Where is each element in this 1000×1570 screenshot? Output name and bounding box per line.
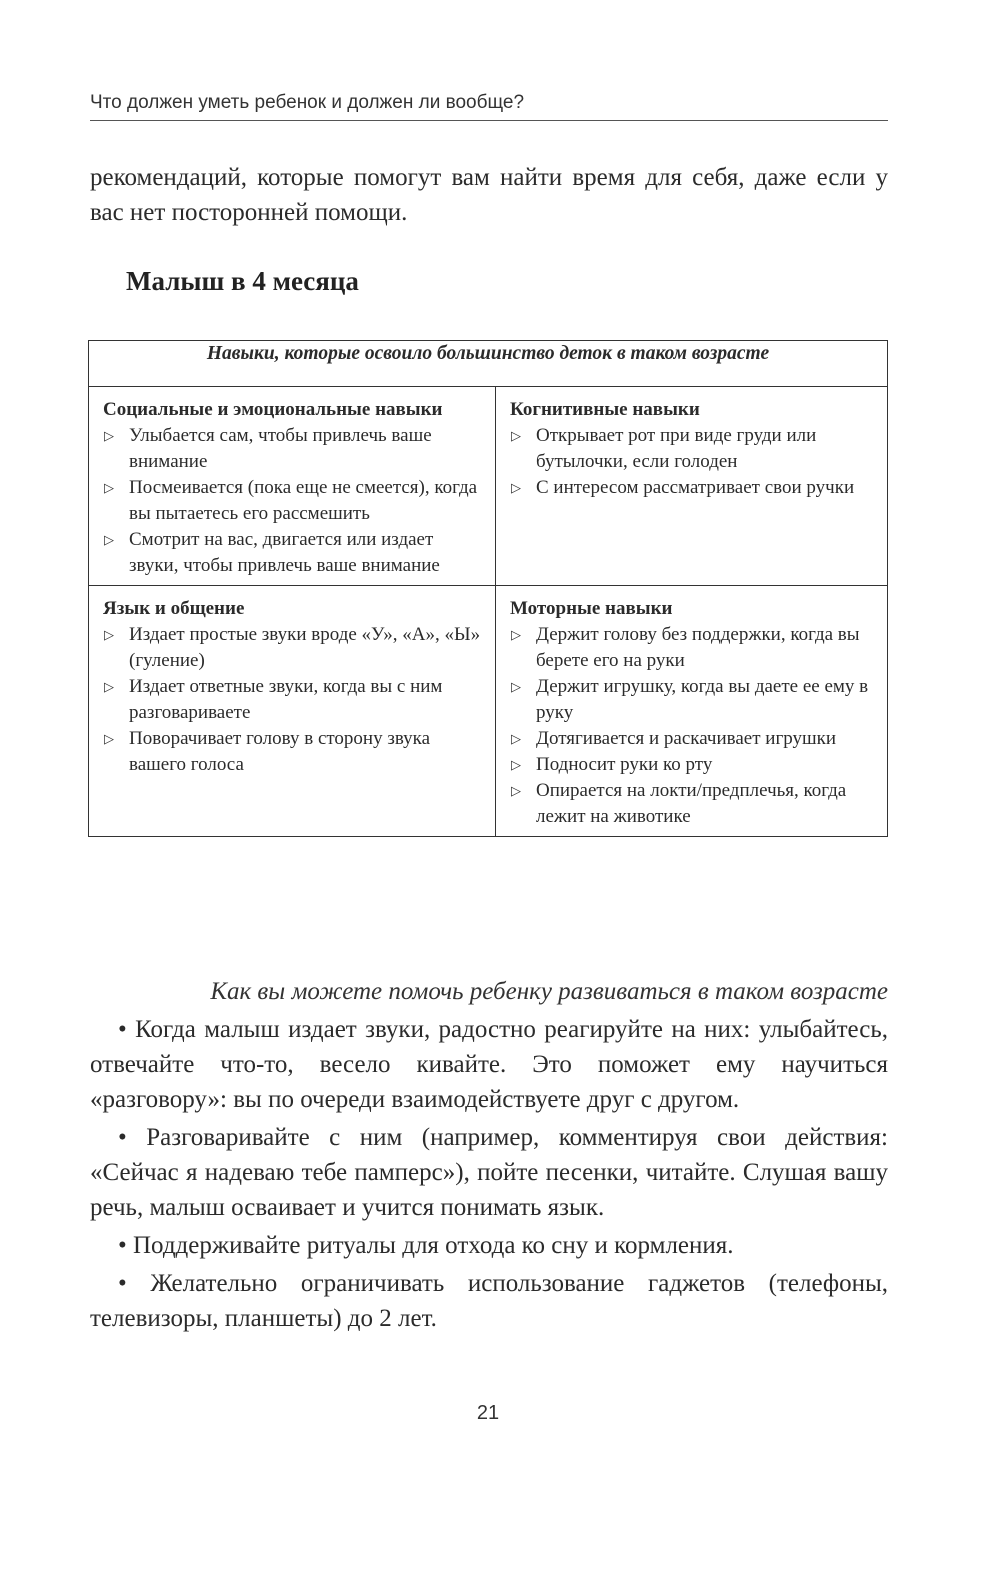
bullet-arrow-icon: ▷ xyxy=(511,428,521,443)
bullet-arrow-icon: ▷ xyxy=(511,783,521,798)
bullet-arrow-icon: ▷ xyxy=(104,731,114,746)
tip-paragraph: • Поддерживайте ритуалы для отхода ко сну и кормления. xyxy=(118,1232,734,1259)
skills-cell-motor xyxy=(496,586,888,837)
bullet-arrow-icon: ▷ xyxy=(104,480,114,495)
skill-list xyxy=(510,622,877,830)
skills-cell-cognitive xyxy=(496,387,888,586)
list-item: ▷ Издает простые звуки вроде «У», «А», «Ы» (гуление) xyxy=(104,624,481,671)
tip-paragraph: • Желательно ограничивать использование гаджетов (телефоны, телевизоры, планшеты) до 2 лет. xyxy=(90,1270,888,1332)
cell-title: Социальные и эмоциональные навыки xyxy=(103,399,443,420)
help-heading: Как вы можете помочь ребенку развиваться в таком возрасте xyxy=(210,978,888,1005)
tip-paragraph: • Когда малыш издает звуки, радостно реагируйте на них: улыбайтесь, отвечайте что-то, весело кивайте. Это поможет ему научиться «разговору»: вы по очереди взаимодействуете друг с другом. xyxy=(90,1016,888,1113)
list-item: ▷ Поворачивает голову в сторону звука вашего голоса xyxy=(104,728,431,775)
bullet-arrow-icon: ▷ xyxy=(104,428,114,443)
table-row xyxy=(89,586,888,837)
bullet-arrow-icon: ▷ xyxy=(511,480,521,495)
section-heading: Малыш в 4 месяца xyxy=(126,266,359,296)
cell-title: Когнитивные навыки xyxy=(510,399,700,420)
cell-title: Язык и общение xyxy=(103,598,245,619)
list-item: ▷ Подносит руки ко рту xyxy=(510,752,877,778)
list-item: ▷ Посмеивается (пока еще не смеется), когда вы пытаетесь его рассмешить xyxy=(104,477,478,524)
skills-cell-social xyxy=(89,387,496,586)
list-item: ▷ Улыбается сам, чтобы привлечь ваше внимание xyxy=(104,425,432,472)
list-item: ▷ Дотягивается и раскачивает игрушки xyxy=(510,726,877,752)
running-header: Что должен уметь ребенок и должен ли вообще? xyxy=(90,92,888,121)
bullet-arrow-icon: ▷ xyxy=(104,627,114,642)
table-row xyxy=(89,387,888,586)
tips-section xyxy=(90,1012,888,1339)
list-item: ▷ С интересом рассматривает свои ручки xyxy=(510,475,877,501)
list-item: ▷ Открывает рот при виде груди или бутылочки, если голоден xyxy=(511,425,817,472)
skill-list xyxy=(103,622,485,778)
bullet-arrow-icon: ▷ xyxy=(104,532,114,547)
intro-paragraph: рекомендаций, которые помогут вам найти время для себя, даже если у вас нет посторонней помощи. xyxy=(90,164,888,226)
bullet-arrow-icon: ▷ xyxy=(511,757,521,772)
list-item: ▷ Издает ответные звуки, когда вы с ним разговариваете xyxy=(104,676,443,723)
bullet-arrow-icon: ▷ xyxy=(511,731,521,746)
table-caption: Навыки, которые освоило большинство деток в таком возрасте xyxy=(89,341,888,387)
page-number: 21 xyxy=(476,1402,500,1424)
list-item: ▷ Опирается на локти/предплечья, когда лежит на животике xyxy=(511,780,847,827)
skill-list xyxy=(103,423,485,579)
list-item: ▷ Держит игрушку, когда вы даете ее ему в руку xyxy=(511,676,869,723)
skills-cell-language xyxy=(89,586,496,837)
cell-title: Моторные навыки xyxy=(510,598,673,619)
bullet-arrow-icon: ▷ xyxy=(511,679,521,694)
bullet-arrow-icon: ▷ xyxy=(104,679,114,694)
skill-list xyxy=(510,423,877,501)
bullet-arrow-icon: ▷ xyxy=(511,627,521,642)
skills-table xyxy=(88,340,888,837)
list-item: ▷ Смотрит на вас, двигается или издает звуки, чтобы привлечь ваше внимание xyxy=(104,529,440,576)
list-item: ▷ Держит голову без поддержки, когда вы берете его на руки xyxy=(511,624,860,671)
tip-paragraph: • Разговаривайте с ним (например, комментируя свои действия: «Сейчас я надеваю тебе памперс»), пойте песенки, читайте. Слушая вашу речь, малыш осваивает и учится понимать язык. xyxy=(90,1124,888,1221)
